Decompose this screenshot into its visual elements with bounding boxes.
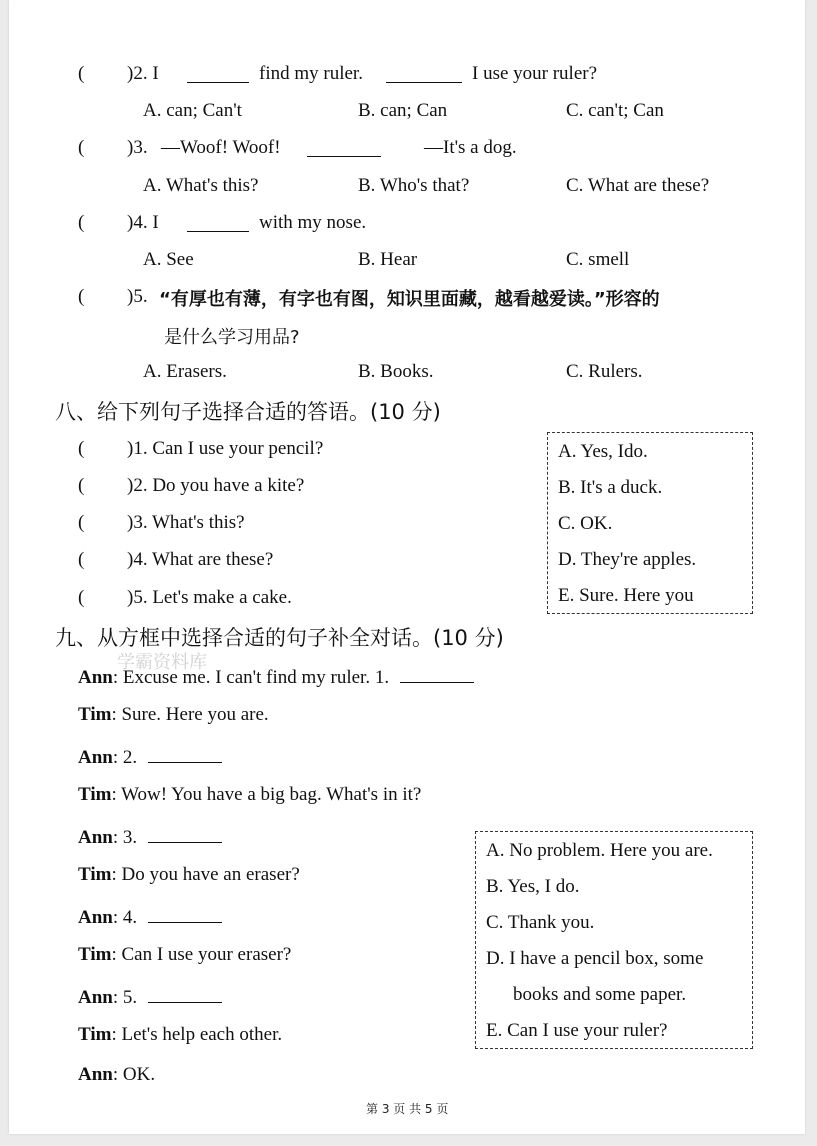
answer-blank[interactable]	[307, 138, 381, 157]
answer-blank[interactable]	[148, 824, 222, 843]
option-b: B. can; Can	[358, 100, 448, 121]
dialogue-text: : Wow! You have a big bag. What's in it?	[111, 784, 422, 805]
dialogue-text: : Do you have an eraser?	[111, 864, 300, 885]
dialogue-text: : OK.	[112, 1064, 156, 1085]
answer-blank[interactable]	[187, 64, 249, 83]
speaker-name: Ann	[78, 1064, 113, 1085]
option-b: B. Hear	[358, 249, 418, 270]
option-a: A. Erasers.	[143, 361, 227, 382]
dialogue-text: : Can I use your eraser?	[111, 944, 292, 965]
answer-blank[interactable]	[148, 904, 222, 923]
speaker-name: Ann	[78, 827, 113, 848]
option-item: E. Sure. Here you	[558, 585, 694, 606]
dialogue-text: : 5.	[112, 987, 138, 1008]
answer-paren: (	[78, 137, 85, 158]
question-number: )3.	[127, 137, 148, 158]
answer-blank[interactable]	[148, 984, 222, 1003]
dialogue-text: : 3.	[112, 827, 138, 848]
answer-paren: (	[78, 587, 85, 608]
section-heading: 九、从方框中选择合适的句子补全对话。(10 分)	[55, 626, 504, 650]
dialogue-line	[78, 744, 222, 769]
option-item: E. Can I use your ruler?	[486, 1020, 668, 1041]
option-item: D. They're apples.	[558, 549, 697, 570]
question-text: I use your ruler?	[472, 63, 598, 84]
dialogue-line	[78, 904, 222, 929]
option-item: B. It's a duck.	[558, 477, 663, 498]
question-text: find my ruler.	[259, 63, 363, 84]
answer-paren: (	[78, 63, 85, 84]
answer-paren: (	[78, 512, 85, 533]
question-text: )3. What's this?	[127, 512, 245, 533]
answer-blank[interactable]	[386, 64, 462, 83]
question-text: with my nose.	[259, 212, 367, 233]
question-number: )2. I	[127, 63, 159, 84]
dialogue-line	[78, 984, 222, 1009]
dialogue-line	[78, 864, 300, 886]
dialogue-text: : Excuse me. I can't find my ruler. 1.	[112, 667, 390, 688]
question-text: )4. What are these?	[127, 549, 274, 570]
option-c: C. What are these?	[566, 175, 710, 196]
dialogue-line	[78, 1024, 282, 1046]
option-b: B. Books.	[358, 361, 434, 382]
speaker-name: Ann	[78, 987, 113, 1008]
answer-paren: (	[78, 475, 85, 496]
worksheet-page	[9, 0, 805, 1134]
speaker-name: Ann	[78, 667, 113, 688]
dialogue-line	[78, 1064, 155, 1086]
dialogue-line	[78, 664, 474, 689]
section-heading: 八、给下列句子选择合适的答语。(10 分)	[55, 400, 441, 424]
question-text: “有厚也有薄，有字也有图，知识里面藏，越看越爱读。”形容的	[159, 289, 660, 310]
question-text: —Woof! Woof!	[161, 137, 281, 158]
speaker-name: Tim	[78, 784, 112, 805]
dialogue-line	[78, 704, 269, 726]
question-text: 是什么学习用品?	[164, 327, 300, 348]
option-b: B. Who's that?	[358, 175, 470, 196]
speaker-name: Tim	[78, 864, 112, 885]
question-text: )1. Can I use your pencil?	[127, 438, 324, 459]
option-item: B. Yes, I do.	[486, 876, 580, 897]
dialogue-line	[78, 944, 291, 966]
answer-paren: (	[78, 286, 85, 307]
page-footer: 第 3 页 共 5 页	[366, 1102, 449, 1116]
option-item: C. Thank you.	[486, 912, 595, 933]
option-item: books and some paper.	[513, 984, 687, 1005]
option-item: C. OK.	[558, 513, 613, 534]
speaker-name: Tim	[78, 704, 112, 725]
dialogue-line	[78, 824, 222, 849]
options-box	[547, 432, 753, 614]
option-c: C. Rulers.	[566, 361, 643, 382]
option-a: A. What's this?	[143, 175, 259, 196]
option-item: D. I have a pencil box, some	[486, 948, 704, 969]
question-number: )4. I	[127, 212, 159, 233]
dialogue-line	[78, 784, 421, 806]
option-a: A. See	[143, 249, 194, 270]
dialogue-text: : Let's help each other.	[111, 1024, 283, 1045]
watermark: 学霸资料库	[117, 652, 207, 673]
answer-blank[interactable]	[400, 664, 474, 683]
question-number: )5.	[127, 286, 148, 307]
answer-paren: (	[78, 438, 85, 459]
option-a: A. can; Can't	[143, 100, 242, 121]
answer-blank[interactable]	[148, 744, 222, 763]
speaker-name: Ann	[78, 907, 113, 928]
option-item: A. Yes, Ido.	[558, 441, 648, 462]
speaker-name: Ann	[78, 747, 113, 768]
option-item: A. No problem. Here you are.	[486, 840, 713, 861]
speaker-name: Tim	[78, 1024, 112, 1045]
dialogue-text: : Sure. Here you are.	[111, 704, 269, 725]
speaker-name: Tim	[78, 944, 112, 965]
dialogue-text: : 2.	[112, 747, 138, 768]
question-text: )5. Let's make a cake.	[127, 587, 292, 608]
option-c: C. smell	[566, 249, 630, 270]
answer-paren: (	[78, 549, 85, 570]
question-text: —It's a dog.	[424, 137, 517, 158]
dialogue-text: : 4.	[112, 907, 138, 928]
question-text: )2. Do you have a kite?	[127, 475, 305, 496]
answer-blank[interactable]	[187, 213, 249, 232]
option-c: C. can't; Can	[566, 100, 664, 121]
answer-paren: (	[78, 212, 85, 233]
options-box	[475, 831, 753, 1049]
